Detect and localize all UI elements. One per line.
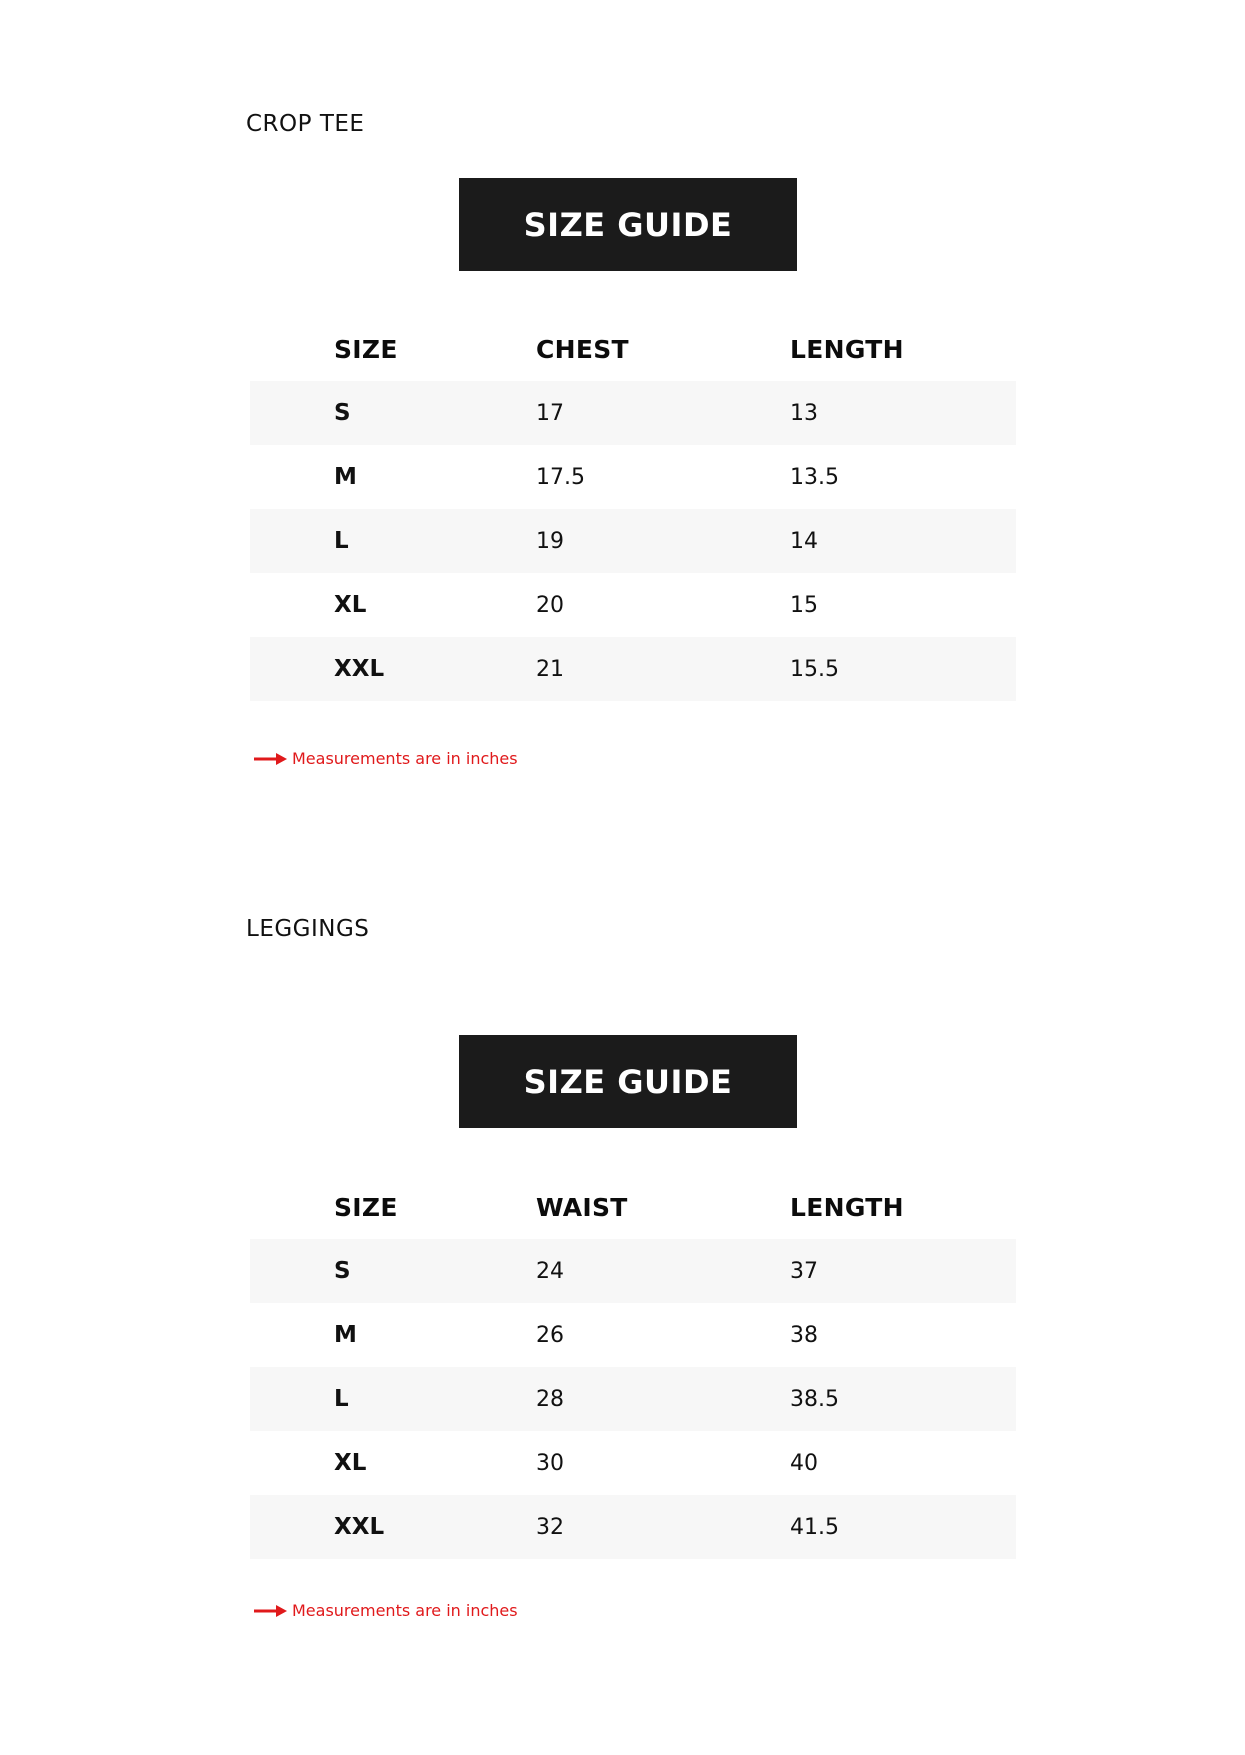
- table-row: [250, 381, 1016, 445]
- column-header-waist: WAIST: [536, 1192, 628, 1222]
- length-cell: 40: [790, 1450, 818, 1476]
- size-guide-banner: SIZE GUIDE: [459, 1035, 797, 1128]
- size-table: [250, 317, 1016, 701]
- measurement-note-text: Measurements are in inches: [292, 749, 518, 768]
- size-cell: M: [334, 1322, 357, 1348]
- chest-cell: 21: [536, 637, 790, 701]
- waist-cell: 24: [536, 1239, 790, 1303]
- length-cell: 15: [790, 592, 818, 618]
- length-cell: 13: [790, 381, 1016, 445]
- product-title: CROP TEE: [246, 111, 365, 137]
- table-row: [250, 509, 1016, 573]
- table-row: [250, 1303, 1016, 1367]
- column-header-length: LENGTH: [790, 1192, 904, 1222]
- table-row: [250, 445, 1016, 509]
- measurement-note: [254, 749, 518, 768]
- chest-cell: 20: [536, 592, 564, 618]
- length-cell: 14: [790, 509, 1016, 573]
- size-cell: S: [250, 381, 536, 445]
- length-cell: 38.5: [790, 1367, 1016, 1431]
- column-header-chest: CHEST: [536, 334, 629, 364]
- table-header-row: [250, 1175, 1016, 1239]
- table-row: [250, 1431, 1016, 1495]
- length-cell: 38: [790, 1322, 818, 1348]
- size-cell: S: [250, 1239, 536, 1303]
- length-cell: 13.5: [790, 464, 839, 490]
- column-header-length: LENGTH: [790, 334, 904, 364]
- waist-cell: 28: [536, 1367, 790, 1431]
- measurement-note-text: Measurements are in inches: [292, 1601, 518, 1620]
- size-cell: M: [334, 464, 357, 490]
- size-cell: XXL: [250, 1495, 536, 1559]
- size-table: [250, 1175, 1016, 1559]
- table-header-row: [250, 317, 1016, 381]
- product-title: LEGGINGS: [246, 916, 370, 942]
- table-row: [250, 573, 1016, 637]
- size-guide-banner: SIZE GUIDE: [459, 178, 797, 271]
- column-header-size: SIZE: [334, 334, 398, 364]
- length-cell: 37: [790, 1239, 1016, 1303]
- chest-cell: 19: [536, 509, 790, 573]
- length-cell: 15.5: [790, 637, 1016, 701]
- arrow-right-icon: [254, 752, 288, 766]
- table-row: [250, 637, 1016, 701]
- measurement-note: [254, 1601, 518, 1620]
- waist-cell: 32: [536, 1495, 790, 1559]
- size-cell: L: [250, 1367, 536, 1431]
- size-cell: XL: [334, 592, 367, 618]
- size-cell: L: [250, 509, 536, 573]
- table-row: [250, 1239, 1016, 1303]
- column-header-size: SIZE: [334, 1192, 398, 1222]
- waist-cell: 26: [536, 1322, 564, 1348]
- size-cell: XL: [334, 1450, 367, 1476]
- table-row: [250, 1367, 1016, 1431]
- table-row: [250, 1495, 1016, 1559]
- chest-cell: 17.5: [536, 464, 585, 490]
- length-cell: 41.5: [790, 1495, 1016, 1559]
- waist-cell: 30: [536, 1450, 564, 1476]
- arrow-right-icon: [254, 1604, 288, 1618]
- size-cell: XXL: [250, 637, 536, 701]
- chest-cell: 17: [536, 381, 790, 445]
